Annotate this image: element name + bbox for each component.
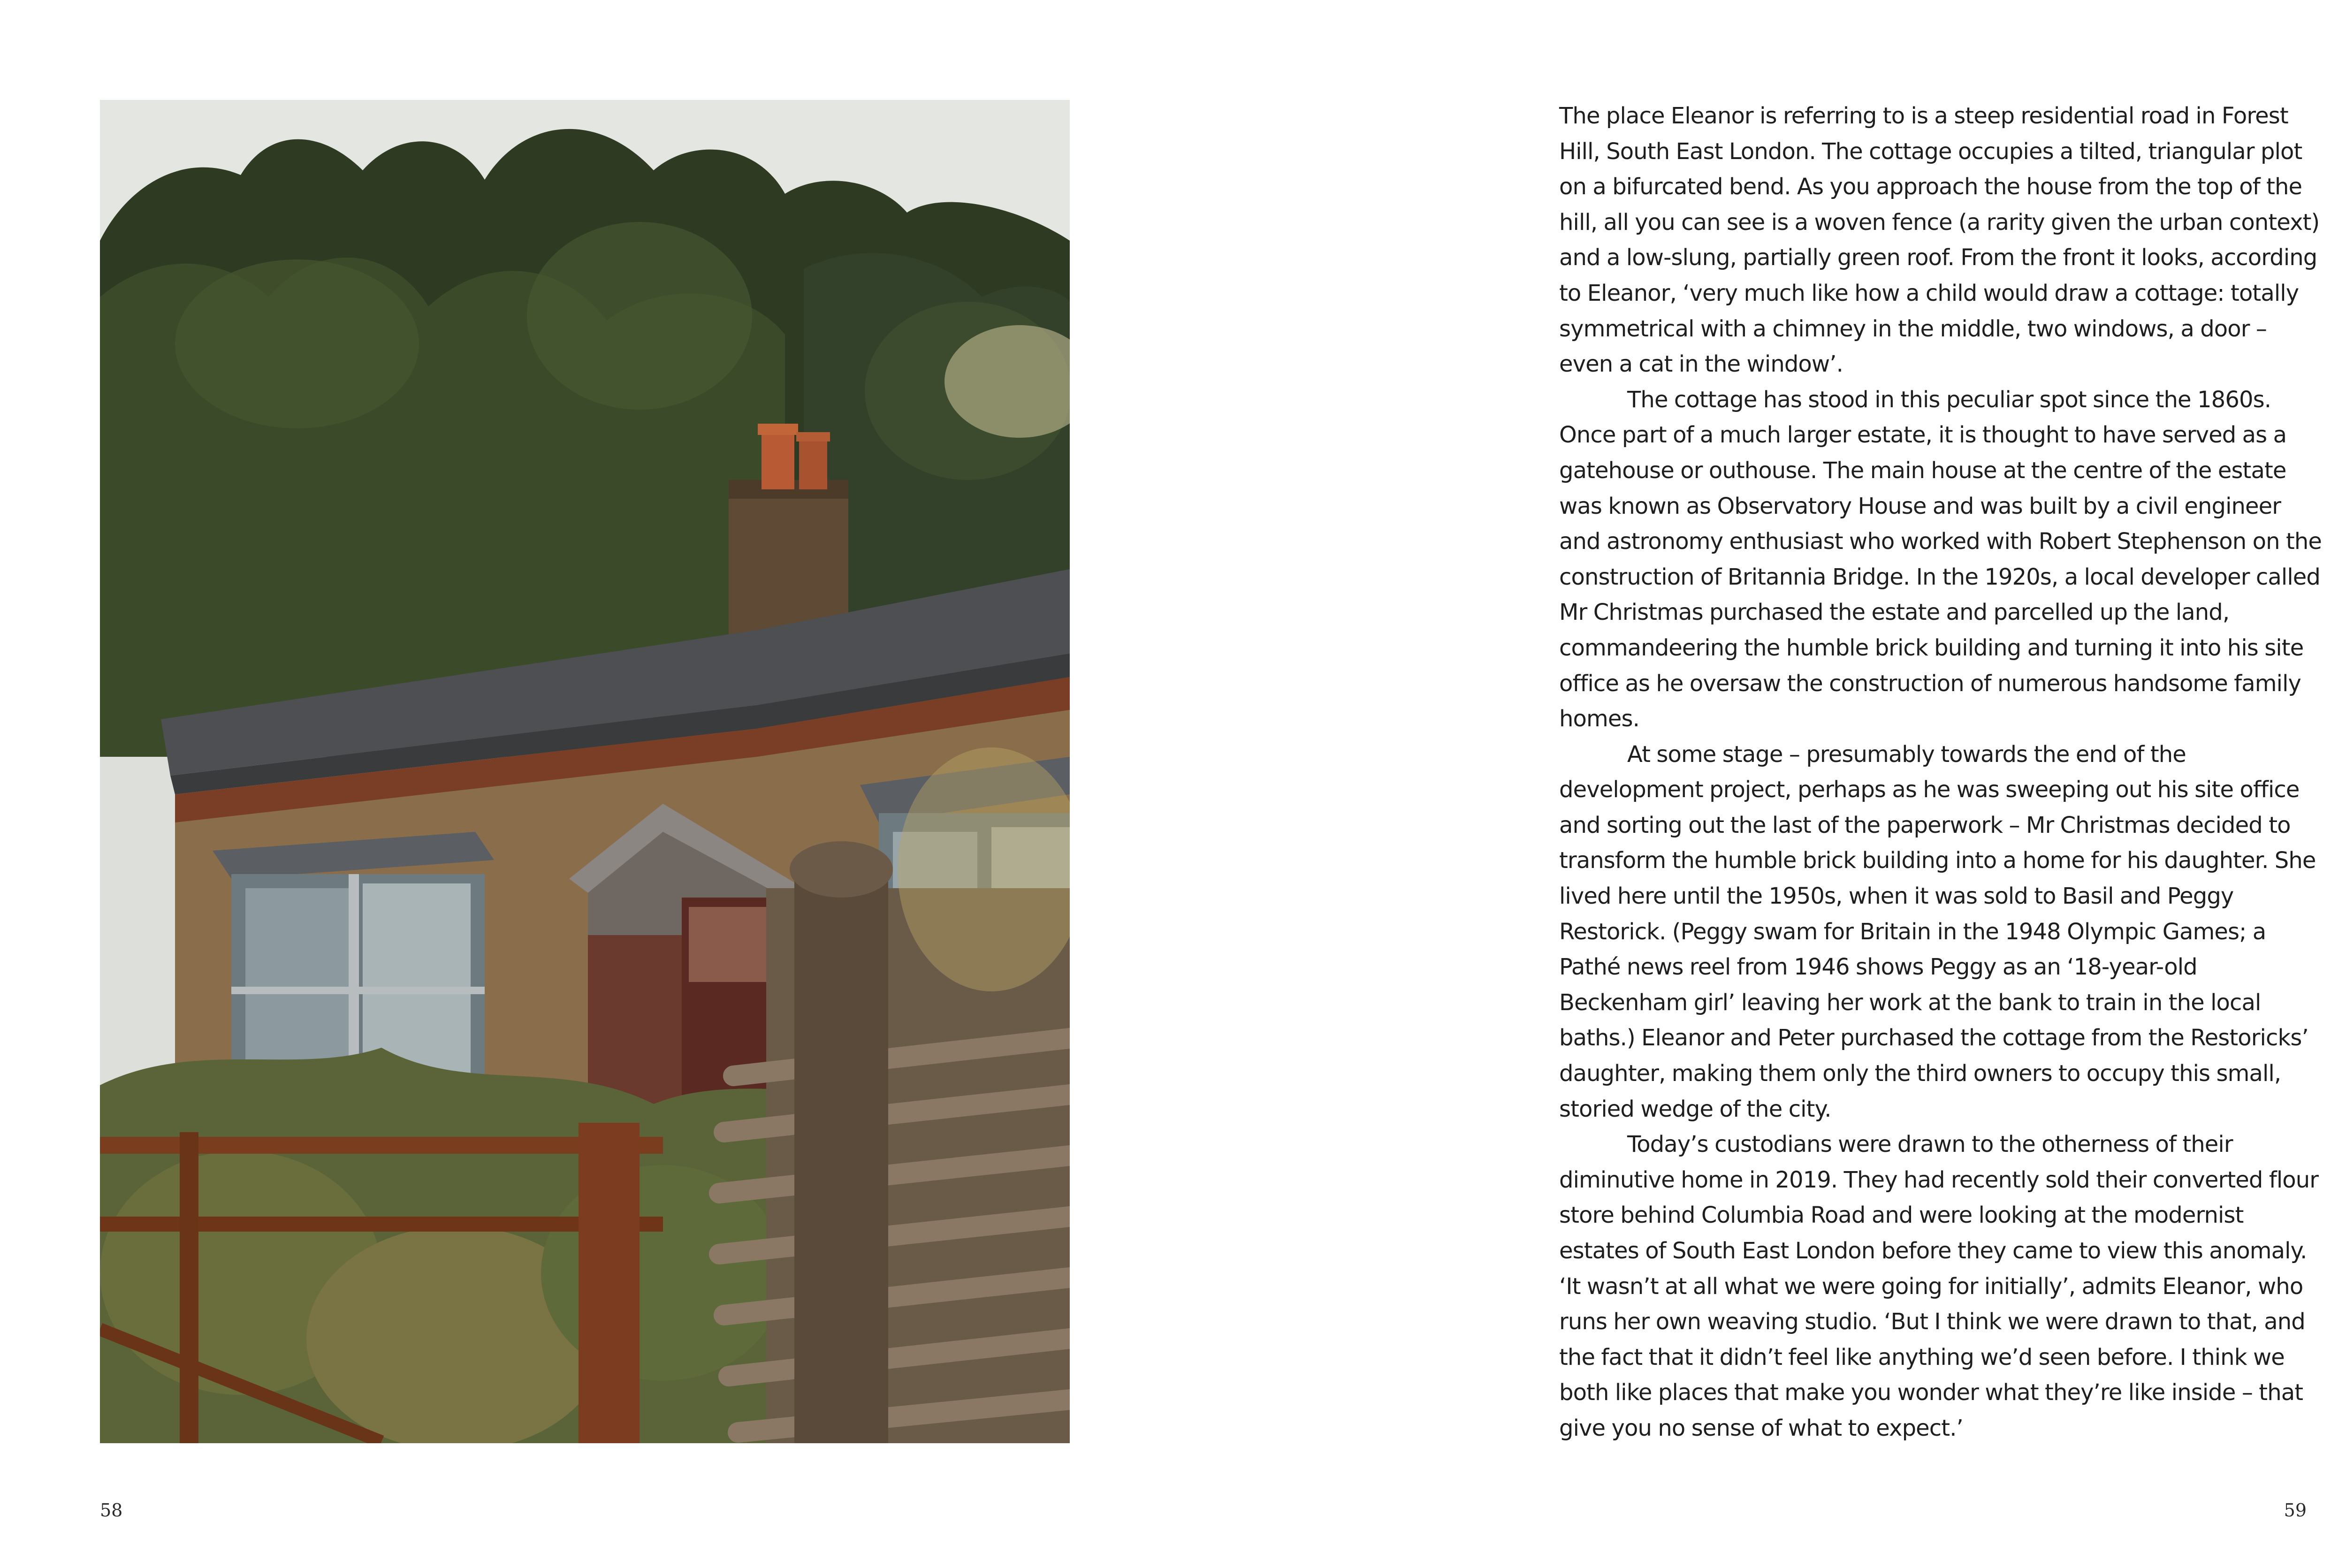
page-number-left: 58 bbox=[100, 1500, 123, 1521]
body-paragraph: The place Eleanor is referring to is a steep residential road in Forest Hill, South East London. The cottage occupies a tilted, triangular plot on a bifurcated bend. As you approach the house from the top of the hill, all you can see is a woven fence (a rarity given the urban context) and a low-slung, partially green roof. From the front it looks, according to Eleanor, ‘very much like how a child would draw a cottage: totally symmetrical with a chimney in the middle, two windows, a door – even a cat in the window’. bbox=[1559, 103, 2320, 378]
body-paragraph: Today’s custodians were drawn to the otherness of their diminutive home in 2019. They had recently sold their converted flour store behind Columbia Road and were looking at the modernist estates of South East London before they came to view this anomaly. ‘It wasn’t at all what we were going for initially’, admits Eleanor, who runs her own weaving studio. ‘But I think we were drawn to that, and the fact that it didn’t feel like anything we’d seen before. I think we both like places that make you wonder what they’re like inside – that give you no sense of what to expect.’ bbox=[1559, 1131, 2319, 1441]
page-number-right: 59 bbox=[2284, 1500, 2307, 1521]
body-paragraph: At some stage – presumably towards the end of the development project, perhaps as he was sweeping out his site office and sorting out the last of the paperwork – Mr Christmas decided to transform the humble brick building into a home for his daughter. She lived here until the 1950s, when it was sold to Basil and Peggy Restorick. (Peggy swam for Britain in the 1948 Olympic Games; a Pathé news reel from 1946 shows Peggy as an ‘18-year-old Beckenham girl’ leaving her work at the bank to train in the local baths.) Eleanor and Peter purchased the cottage from the Restoricks’ daughter, making them only the third owners to occupy this small, storied wedge of the city. bbox=[1559, 741, 2316, 1122]
cottage-photograph bbox=[100, 100, 1070, 1443]
body-paragraph: The cottage has stood in this peculiar spot since the 1860s. Once part of a much larger estate, it is thought to have served as a gatehouse or outhouse. The main house at the centre of the estate was known as Observatory House and was built by a civil engineer and astronomy enthusiast who worked with Robert Stephenson on the construction of Britannia Bridge. In the 1920s, a local developer called Mr Christmas purchased the estate and parcelled up the land, commandeering the humble brick building and turning it into his site office as he oversaw the construction of numerous handsome family homes. bbox=[1559, 386, 2322, 732]
body-text-column bbox=[1559, 99, 2324, 1446]
